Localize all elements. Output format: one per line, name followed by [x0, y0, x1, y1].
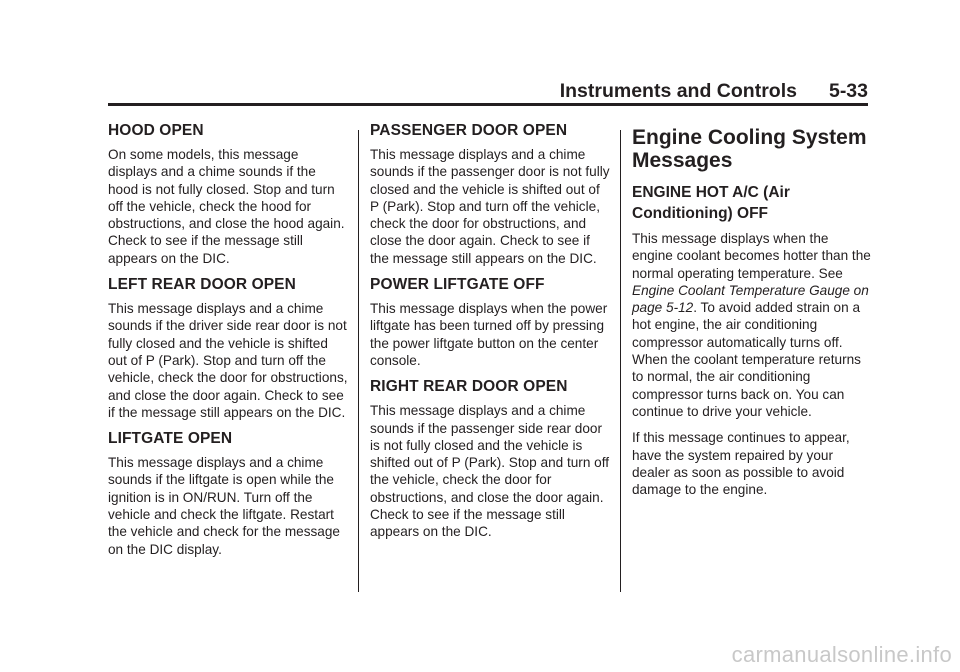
section-body: This message displays and a chime sounds if the passenger side rear door is not fully closed and the vehicle is shifted out of P (Park). Stop and turn off the vehicle, check the door for obstructions, and close the door again. Check to see if the message still appears on the DIC. — [370, 403, 610, 540]
section-heading: LEFT REAR DOOR OPEN — [108, 276, 296, 294]
section-liftgate-open — [108, 430, 348, 558]
column-divider-2 — [620, 130, 621, 592]
section-left-rear-door-open — [108, 276, 348, 421]
column-3 — [632, 122, 872, 507]
section-heading: POWER LIFTGATE OFF — [370, 276, 545, 294]
column-divider-1 — [358, 130, 359, 592]
section-heading: PASSENGER DOOR OPEN — [370, 122, 568, 139]
page-number: 5-33 — [828, 80, 868, 102]
column-1 — [108, 122, 348, 567]
header-rule — [108, 103, 868, 106]
chapter-section-title: Engine Cooling System Messages — [632, 126, 867, 172]
section-heading: LIFTGATE OPEN — [108, 430, 233, 448]
section-hood-open — [108, 122, 348, 267]
cross-reference: Engine Coolant Temperature Gauge on page 5-12 — [632, 282, 869, 316]
section-title: Instruments and Controls — [559, 80, 797, 102]
page-header — [108, 80, 868, 103]
section-body: On some models, this message displays and a chime sounds if the hood is not fully closed. Stop and turn off the vehicle, check the hood for obstructions, and close the hood again. Check to see if the message still appears on the DIC. — [108, 147, 345, 266]
engine-hot-paragraph: This message displays when the engine coolant becomes hotter than the normal operating temperature. See Engine Coolant Temperature Gauge on page 5-12. To avoid added strain on a hot engine, the air conditioning compressor automatically turns off. When the coolant temperature returns to normal, the air conditioning compressor turns back on. You can continue to drive your vehicle. — [632, 231, 871, 419]
subsection-heading: ENGINE HOT A/C (Air Conditioning) OFF — [632, 184, 790, 222]
section-body: This message displays and a chime sounds if the liftgate is open while the ignition is in ON/RUN. Turn off the vehicle and check the liftgate. Restart the vehicle and check for the message on the DIC display. — [108, 455, 340, 557]
section-heading: RIGHT REAR DOOR OPEN — [370, 378, 568, 396]
section-right-rear-door-open — [370, 378, 610, 540]
section-body: This message displays and a chime sounds if the driver side rear door is not fully closed and the vehicle is shifted out of P (Park). Stop and turn off the vehicle, check the door for obstructions, and close the door again. Check to see if the message still appears on the DIC. — [108, 301, 348, 420]
section-body: This message displays when the power liftgate has been turned off by pressing the power liftgate button on the center console. — [370, 301, 608, 368]
watermark: carmanualsonline.info — [731, 642, 952, 667]
section-heading: HOOD OPEN — [108, 122, 204, 139]
section-power-liftgate-off — [370, 276, 610, 369]
column-2 — [370, 122, 610, 550]
section-passenger-door-open — [370, 122, 610, 267]
engine-hot-advice-paragraph: If this message continues to appear, have the system repaired by your dealer as soon as possible to avoid damage to the engine. — [632, 430, 850, 498]
section-body: This message displays and a chime sounds if the passenger door is not fully closed and the vehicle is shifted out of P (Park). Stop and turn off the vehicle, check the door for obstructions, and close the door again. Check to see if the message still appears on the DIC. — [370, 147, 610, 266]
